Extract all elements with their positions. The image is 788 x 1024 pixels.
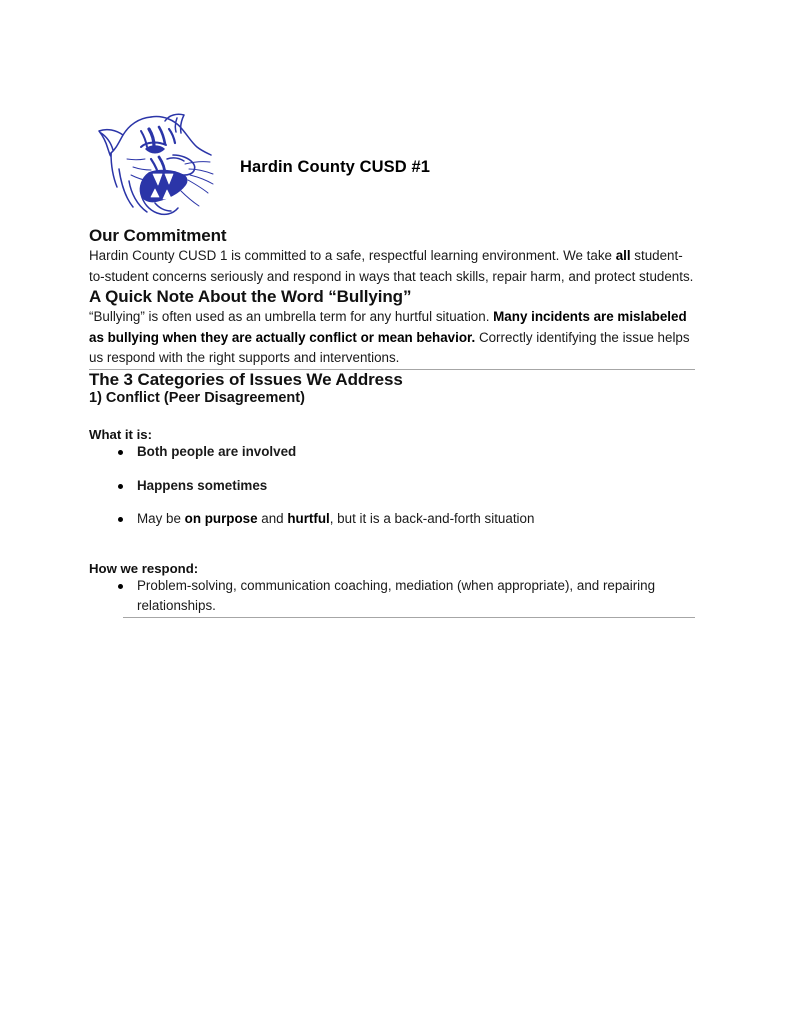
list-item-emphasis-1: on purpose [184,511,258,527]
commitment-text-part1: Hardin County CUSD 1 is committed to a safe, respectful learning environment. We take [89,248,616,263]
list-item-text: Problem-solving, communication coaching, mediation (when appropriate), and repairing relationships. [137,577,656,614]
list-item-text: Happens sometimes [137,477,268,493]
list-item-emphasis-2: hurtful [287,511,330,527]
list-how-we-respond [89,576,695,617]
commitment-text-part2: student-to-student concerns seriously and respond in ways that teach skills, repair harm, and protect students. [89,248,694,284]
label-how-we-respond: How we respond: [89,560,199,576]
list-item-text: Both people are involved [137,443,297,459]
heading-category-conflict: 1) Conflict (Peer Disagreement) [89,389,305,406]
list-item-text-part2: and [257,511,288,527]
heading-bullying-note: A Quick Note About the Word “Bullying” [89,287,412,307]
list-what-it-is [89,442,695,530]
organization-title: Hardin County CUSD #1 [240,157,431,176]
list-item [89,576,695,617]
label-what-it-is: What it is: [89,426,153,442]
bullying-text-part2: Correctly identifying the issue helps us respond with the right supports and interventions. [89,329,690,366]
heading-categories: The 3 Categories of Issues We Address [89,369,403,389]
document-header [89,0,695,226]
heading-our-commitment: Our Commitment [89,226,227,245]
bullying-text-emphasis: Many incidents are mislabeled as bullying when they are actually conflict or mean behavior. [89,309,687,345]
cougar-mascot-logo-icon [89,111,217,223]
list-item-text-part1: May be [137,511,185,527]
list-item [89,442,695,463]
document-content [89,0,695,618]
bullying-text-part1: “Bullying” is often used as an umbrella term for any hurtful situation. [89,309,494,325]
list-item [89,476,695,497]
list-item-text-part3: , but it is a back-and-forth situation [329,511,535,527]
section-divider-2 [123,617,695,618]
list-item [89,509,695,530]
commitment-text-emphasis: all [615,248,631,263]
paragraph-bullying-note [89,307,695,369]
paragraph-our-commitment [89,246,695,287]
